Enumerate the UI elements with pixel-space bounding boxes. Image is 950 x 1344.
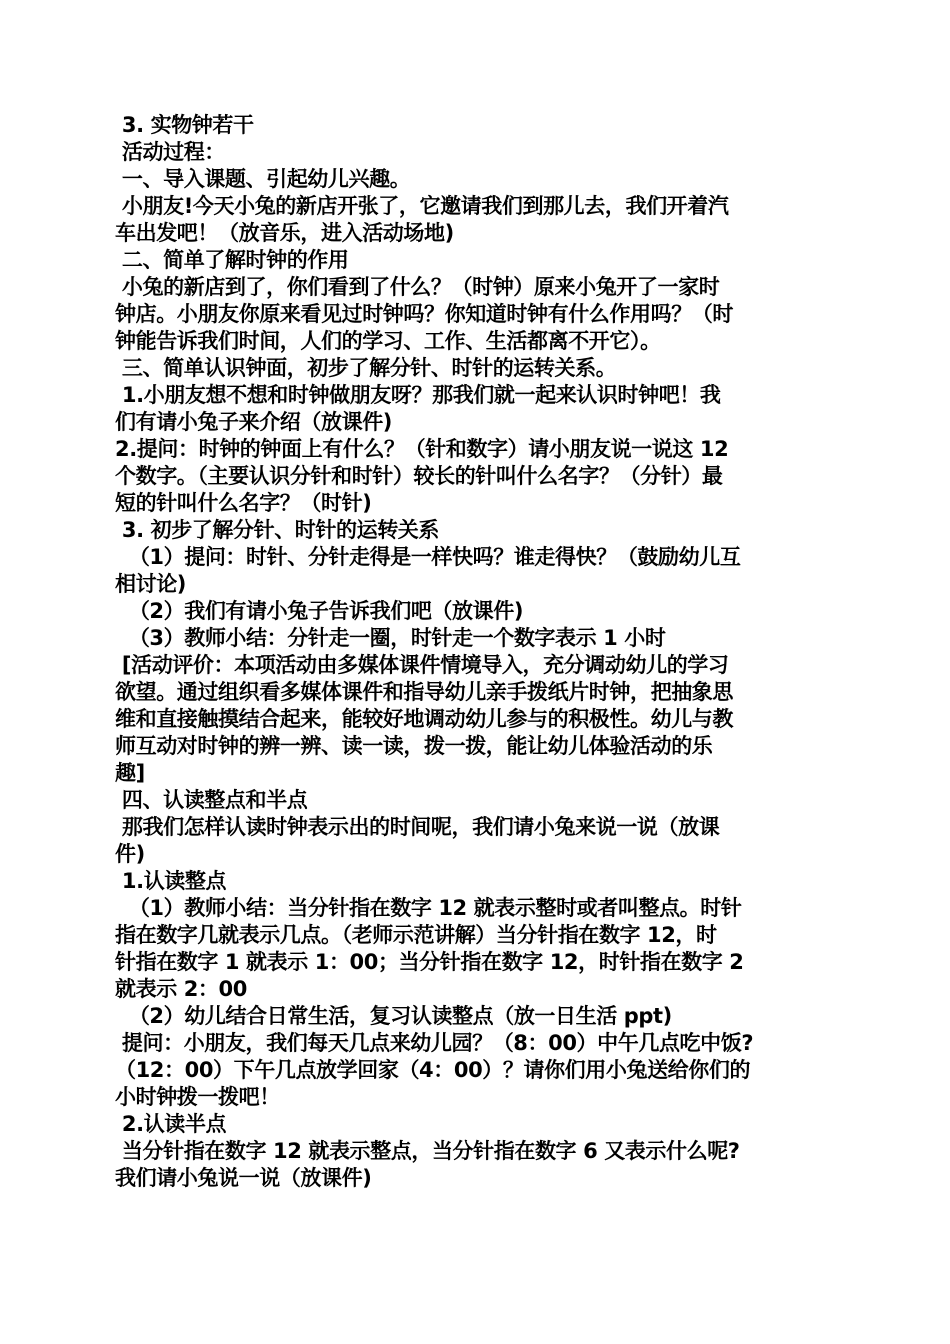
text-line: 就表示 2：00	[115, 977, 247, 1001]
text-line: 师互动对时钟的辨一辨、读一读，拨一拨，能让幼儿体验活动的乐	[115, 734, 713, 758]
text-line: 维和直接触摸结合起来，能较好地调动幼儿参与的积极性。幼儿与教	[115, 707, 733, 731]
text-line: 们有请小兔子来介绍（放课件)	[115, 410, 392, 434]
text-line: 1.认读整点	[115, 869, 227, 893]
document-body	[115, 112, 840, 1192]
text-line: 钟店。小朋友你原来看见过时钟吗？你知道时钟有什么作用吗？（时	[115, 302, 733, 326]
text-line: 当分针指在数字 12 就表示整点，当分针指在数字 6 又表示什么呢?	[115, 1139, 740, 1163]
text-line: 车出发吧！（放音乐，进入活动场地)	[115, 221, 454, 245]
text-line: 钟能告诉我们时间，人们的学习、工作、生活都离不开它）。	[115, 329, 661, 353]
text-line: 小朋友!今天小兔的新店开张了，它邀请我们到那儿去，我们开着汽	[115, 194, 729, 218]
text-line: （3）教师小结：分针走一圈，时针走一个数字表示 1 小时	[115, 626, 666, 650]
text-line: 那我们怎样认读时钟表示出的时间呢，我们请小兔来说一说（放课	[115, 815, 720, 839]
text-line: 一、导入课题、引起幼儿兴趣。	[115, 167, 411, 191]
text-line: 相讨论)	[115, 572, 186, 596]
text-line: 个数字。（主要认识分针和时针）较长的针叫什么名字？（分针）最	[115, 464, 723, 488]
text-line: 提问：小朋友，我们每天几点来幼儿园？（8：00）中午几点吃中饭?	[115, 1031, 754, 1055]
text-line: （12：00）下午几点放学回家（4：00）？请你们用小兔送给你们的	[115, 1058, 751, 1082]
text-line: 三、简单认识钟面，初步了解分针、时针的运转关系。	[115, 356, 617, 380]
text-line: （2）幼儿结合日常生活，复习认读整点（放一日生活 ppt)	[115, 1004, 672, 1028]
text-line: 趣]	[115, 761, 145, 785]
text-line: 欲望。通过组织看多媒体课件和指导幼儿亲手拨纸片时钟，把抽象思	[115, 680, 733, 704]
text-line: 小时钟拨一拨吧！	[115, 1085, 280, 1109]
text-line: 四、认读整点和半点	[115, 788, 308, 812]
text-line: （1）教师小结：当分针指在数字 12 就表示整时或者叫整点。时针	[115, 896, 742, 920]
text-line: 件)	[115, 842, 145, 866]
text-line: [活动评价：本项活动由多媒体课件情境导入，充分调动幼儿的学习	[115, 653, 729, 677]
text-line: 小兔的新店到了，你们看到了什么？（时钟）原来小兔开了一家时	[115, 275, 720, 299]
text-line: 我们请小兔说一说（放课件)	[115, 1166, 372, 1190]
text-line: 3. 实物钟若干	[115, 113, 254, 137]
text-line: （2）我们有请小兔子告诉我们吧（放课件)	[115, 599, 524, 623]
text-line: 短的针叫什么名字？（时针)	[115, 491, 372, 515]
text-line: 指在数字几就表示几点。（老师示范讲解）当分针指在数字 12，时	[115, 923, 717, 947]
text-line: （1）提问：时针、分针走得是一样快吗？谁走得快？（鼓励幼儿互	[115, 545, 741, 569]
text-line: 2.认读半点	[115, 1112, 227, 1136]
text-line: 1.小朋友想不想和时钟做朋友呀？那我们就一起来认识时钟吧！我	[115, 383, 721, 407]
text-line: 2.提问：时钟的钟面上有什么？（针和数字）请小朋友说一说这 12	[115, 437, 729, 461]
text-line: 针指在数字 1 就表示 1：00；当分针指在数字 12，时针指在数字 2	[115, 950, 744, 974]
text-line: 活动过程：	[115, 140, 225, 164]
text-line: 二、简单了解时钟的作用	[115, 248, 349, 272]
text-line: 3. 初步了解分针、时针的运转关系	[115, 518, 440, 542]
